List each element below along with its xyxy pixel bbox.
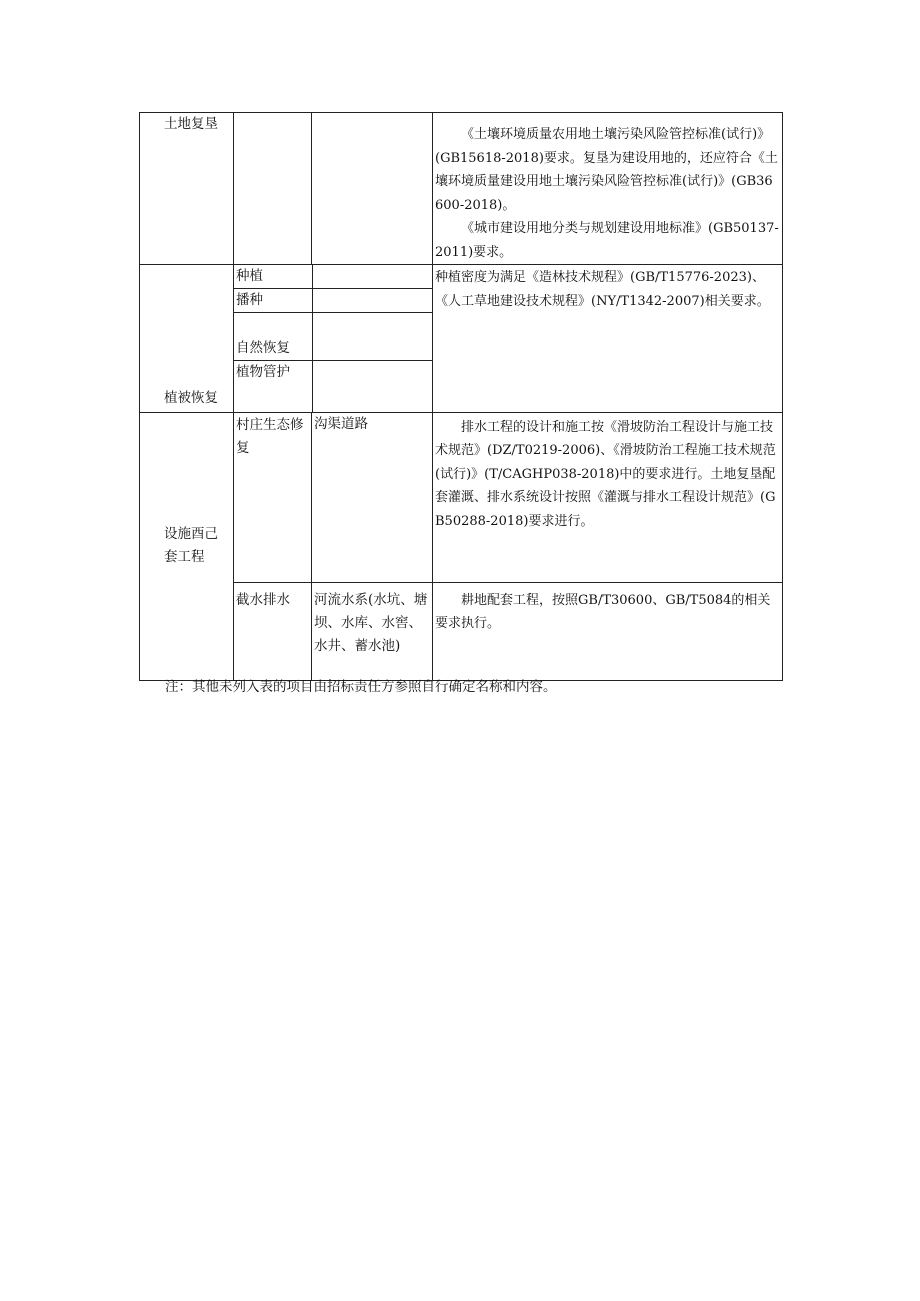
requirement-cell <box>433 582 783 680</box>
item-label: 种植 <box>236 268 263 284</box>
item-label: 播种 <box>236 292 263 308</box>
requirement-paragraph: 《土壤环境质量农用地土壤污染风险管控标准(试行)》(GB15618-2018)要求。复垦为建设用地的，还应符合《土壤环境质量建设用地土壤污染风险管控标准(试行)》(GB36600-2018)。 <box>435 127 778 213</box>
item-interception-drainage <box>234 582 312 680</box>
item-planting <box>234 265 312 289</box>
item-label: 截水排水 <box>236 591 290 608</box>
item-sowing <box>234 289 312 313</box>
section-label-vegetation-restoration <box>140 265 234 413</box>
detail-text: 沟渠道路 <box>314 415 368 432</box>
table-row <box>234 265 433 289</box>
footnote: 注：其他未列入表的项目由招标责任方参照自行确定名称和内容。 <box>165 679 557 695</box>
item-village-eco-restoration <box>234 412 312 582</box>
requirement-paragraph: 《城市建设用地分类与规划建设用地标准》(GB50137-2011)要求。 <box>435 221 779 260</box>
standards-table <box>139 112 783 681</box>
vegetation-items-cell <box>234 265 433 413</box>
requirement-cell <box>433 265 783 413</box>
empty-cell <box>312 313 433 361</box>
table-row <box>234 313 433 361</box>
section-label-text: 土地复垦 <box>164 116 218 132</box>
requirement-paragraph: 耕地配套工程，按照GB/T30600、GB/T5084的相关要求执行。 <box>435 592 771 631</box>
empty-cell <box>234 113 312 265</box>
empty-cell <box>312 113 433 265</box>
section-label-text: 设施酉己套工程 <box>164 525 218 565</box>
requirement-cell <box>433 412 783 582</box>
item-label: 自然恢复 <box>236 340 290 356</box>
empty-cell <box>312 361 433 412</box>
empty-cell <box>312 289 433 313</box>
table-row <box>140 113 783 265</box>
table-row <box>234 361 433 412</box>
requirement-paragraph: 种植密度为满足《造林技术规程》(GB/T15776-2023)、《人工草地建设技术规程》(NY/T1342-2007)相关要求。 <box>435 270 770 309</box>
item-label: 植物管护 <box>236 364 290 380</box>
detail-cell <box>312 412 433 582</box>
item-plant-care <box>234 361 312 412</box>
table-row <box>234 289 433 313</box>
empty-cell <box>312 265 433 289</box>
detail-text: 河流水系(水坑、塘坝、水库、水窖、水井、蓄水池) <box>314 591 428 654</box>
section-label-supporting-works <box>140 412 234 680</box>
requirement-paragraph: 排水工程的设计和施工按《滑坡防治工程设计与施工技术规范》(DZ/T0219-2006)、《滑坡防治工程施工技术规范(试行)》(T/CAGHP038-2018)中的要求进行。土地复垦配套灌溉、排水系统设计按照《灌溉与排水工程设计规范》(GB50288-2018)要求进行。 <box>435 419 776 529</box>
requirement-cell <box>433 113 783 265</box>
item-natural-recovery <box>234 313 312 361</box>
detail-cell <box>312 582 433 680</box>
table-row <box>140 582 783 680</box>
table-row <box>140 412 783 582</box>
item-label: 村庄生态修复 <box>236 416 304 456</box>
table-row <box>140 265 783 413</box>
section-label-land-reclamation <box>140 113 234 265</box>
vegetation-items-table <box>234 265 433 412</box>
section-label-text: 植被恢复 <box>164 389 218 406</box>
